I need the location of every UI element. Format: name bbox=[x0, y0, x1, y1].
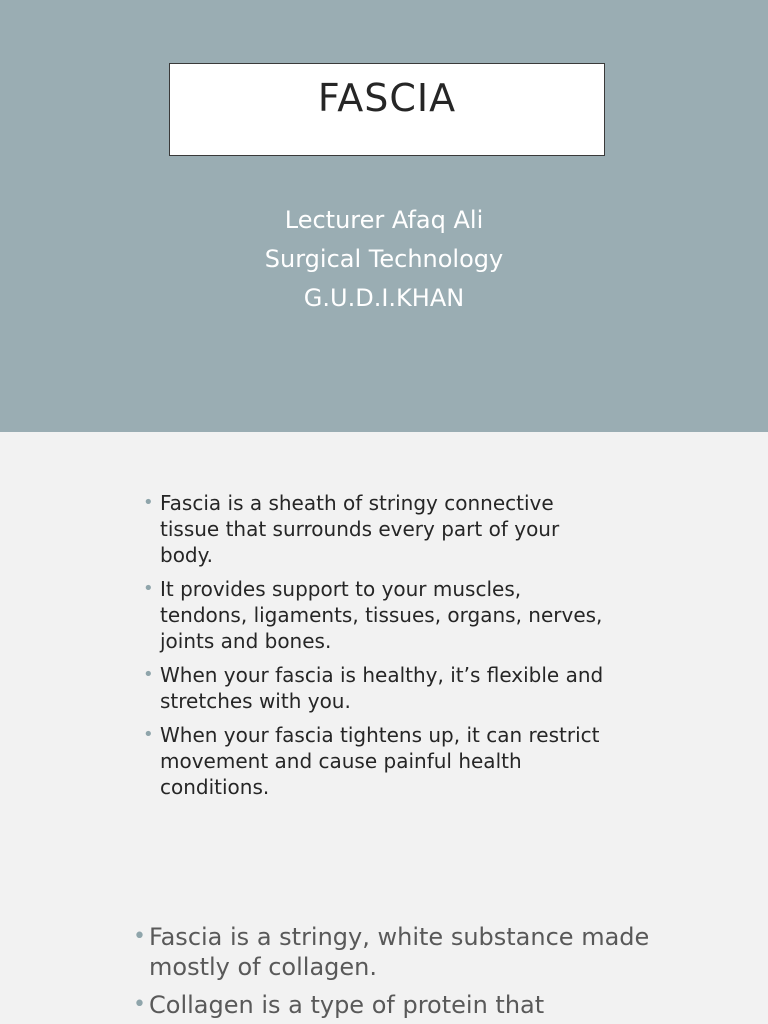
list-item bbox=[143, 576, 613, 654]
list-item bbox=[133, 990, 653, 1020]
bullet-dot-icon: • bbox=[143, 578, 154, 599]
bullet-dot-icon: • bbox=[143, 664, 154, 685]
bullet-list bbox=[133, 922, 653, 1024]
bullet-text: Fascia is a sheath of stringy connective tissue that surrounds every part of your body. bbox=[160, 491, 560, 567]
title-box bbox=[169, 63, 605, 156]
bullet-text: Fascia is a stringy, white substance made mostly of collagen. bbox=[149, 923, 650, 981]
bullet-text: When your fascia is healthy, it’s flexible and stretches with you. bbox=[160, 663, 604, 713]
list-item bbox=[143, 662, 613, 714]
title-slide bbox=[0, 0, 768, 432]
bullet-dot-icon: • bbox=[143, 492, 154, 513]
list-item bbox=[143, 722, 613, 800]
bullet-dot-icon: • bbox=[143, 724, 154, 745]
slide-title: FASCIA bbox=[317, 76, 457, 120]
subtitle-line-institution: G.U.D.I.KHAN bbox=[303, 284, 465, 312]
list-item bbox=[143, 490, 613, 568]
content-slide-composition bbox=[0, 880, 768, 1024]
content-slide-definition bbox=[0, 432, 768, 880]
bullet-text: It provides support to your muscles, tendons, ligaments, tissues, organs, nerves, joints and bones. bbox=[160, 577, 603, 653]
bullet-dot-icon: • bbox=[133, 992, 146, 1017]
subtitle-line-lecturer: Lecturer Afaq Ali bbox=[284, 206, 484, 234]
bullet-dot-icon: • bbox=[133, 924, 146, 949]
bullet-list bbox=[143, 490, 613, 808]
slide-subtitle bbox=[0, 201, 768, 318]
bullet-text: When your fascia tightens up, it can restrict movement and cause painful health conditions. bbox=[160, 723, 600, 799]
subtitle-line-department: Surgical Technology bbox=[264, 245, 504, 273]
bullet-text: Collagen is a type of protein that bbox=[149, 991, 545, 1019]
list-item bbox=[133, 922, 653, 982]
